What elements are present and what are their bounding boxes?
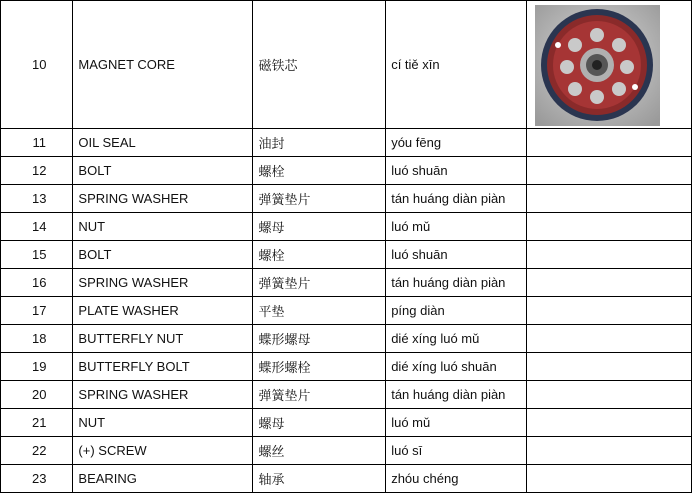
part-name: SPRING WASHER <box>73 185 253 213</box>
part-number: 21 <box>1 409 73 437</box>
table-row <box>1 381 692 409</box>
part-name-chinese: 蝶形螺母 <box>253 325 386 353</box>
part-name-chinese: 螺母 <box>253 213 386 241</box>
part-name-chinese: 油封 <box>253 129 386 157</box>
part-photo-cell <box>527 325 692 353</box>
part-name-chinese: 螺母 <box>253 409 386 437</box>
part-name-pinyin: zhóu chéng <box>386 465 527 493</box>
part-name-chinese: 平垫 <box>253 297 386 325</box>
part-name-chinese: 螺栓 <box>253 157 386 185</box>
part-name: (+) SCREW <box>73 437 253 465</box>
part-name-chinese: 轴承 <box>253 465 386 493</box>
part-name-pinyin: luó shuān <box>386 241 527 269</box>
part-photo-cell <box>527 213 692 241</box>
part-photo-cell <box>527 241 692 269</box>
part-number: 10 <box>1 1 73 129</box>
part-name-pinyin: luó shuān <box>386 157 527 185</box>
part-name-pinyin: yóu fēng <box>386 129 527 157</box>
table-row <box>1 129 692 157</box>
part-name: BEARING <box>73 465 253 493</box>
part-name-pinyin: dié xíng luó mǔ <box>386 325 527 353</box>
part-name: MAGNET CORE <box>73 1 253 129</box>
part-name: OIL SEAL <box>73 129 253 157</box>
table-row <box>1 213 692 241</box>
table-row <box>1 437 692 465</box>
part-name-pinyin: cí tiě xīn <box>386 1 527 129</box>
part-name-pinyin: tán huáng diàn piàn <box>386 185 527 213</box>
part-photo-cell <box>527 129 692 157</box>
part-number: 19 <box>1 353 73 381</box>
part-name-chinese: 螺丝 <box>253 437 386 465</box>
part-photo-cell <box>527 185 692 213</box>
part-number: 22 <box>1 437 73 465</box>
table-row <box>1 297 692 325</box>
part-name: PLATE WASHER <box>73 297 253 325</box>
table-row <box>1 409 692 437</box>
part-photo-cell <box>527 353 692 381</box>
part-number: 14 <box>1 213 73 241</box>
part-number: 11 <box>1 129 73 157</box>
part-number: 20 <box>1 381 73 409</box>
part-number: 17 <box>1 297 73 325</box>
part-name-pinyin: luó mǔ <box>386 409 527 437</box>
part-photo-cell <box>527 465 692 493</box>
part-name-chinese: 螺栓 <box>253 241 386 269</box>
part-name-chinese: 弹簧垫片 <box>253 185 386 213</box>
part-photo-cell <box>527 1 692 129</box>
part-name: SPRING WASHER <box>73 269 253 297</box>
part-name-pinyin: dié xíng luó shuān <box>386 353 527 381</box>
part-name-chinese: 蝶形螺栓 <box>253 353 386 381</box>
part-number: 13 <box>1 185 73 213</box>
part-name-pinyin: tán huáng diàn piàn <box>386 269 527 297</box>
part-number: 18 <box>1 325 73 353</box>
part-photo-cell <box>527 381 692 409</box>
part-photo-cell <box>527 409 692 437</box>
table-row <box>1 185 692 213</box>
part-name-pinyin: luó sī <box>386 437 527 465</box>
part-number: 15 <box>1 241 73 269</box>
part-number: 23 <box>1 465 73 493</box>
part-name-pinyin: luó mǔ <box>386 213 527 241</box>
part-name-chinese: 弹簧垫片 <box>253 381 386 409</box>
part-number: 12 <box>1 157 73 185</box>
part-name-chinese: 弹簧垫片 <box>253 269 386 297</box>
part-name: BUTTERFLY NUT <box>73 325 253 353</box>
part-number: 16 <box>1 269 73 297</box>
table-row <box>1 465 692 493</box>
part-name-chinese: 磁铁芯 <box>253 1 386 129</box>
part-photo-cell <box>527 437 692 465</box>
part-name: BOLT <box>73 157 253 185</box>
part-name: NUT <box>73 213 253 241</box>
part-name: BUTTERFLY BOLT <box>73 353 253 381</box>
table-row <box>1 269 692 297</box>
table-row <box>1 325 692 353</box>
part-name: BOLT <box>73 241 253 269</box>
part-name-pinyin: píng diàn <box>386 297 527 325</box>
part-photo-cell <box>527 297 692 325</box>
part-name: NUT <box>73 409 253 437</box>
part-name-pinyin: tán huáng diàn piàn <box>386 381 527 409</box>
table-row <box>1 353 692 381</box>
part-name: SPRING WASHER <box>73 381 253 409</box>
part-photo-cell <box>527 269 692 297</box>
table-row <box>1 157 692 185</box>
part-photo-cell <box>527 157 692 185</box>
magnet-core-photo <box>535 5 660 126</box>
table-row <box>1 1 692 129</box>
table-row <box>1 241 692 269</box>
